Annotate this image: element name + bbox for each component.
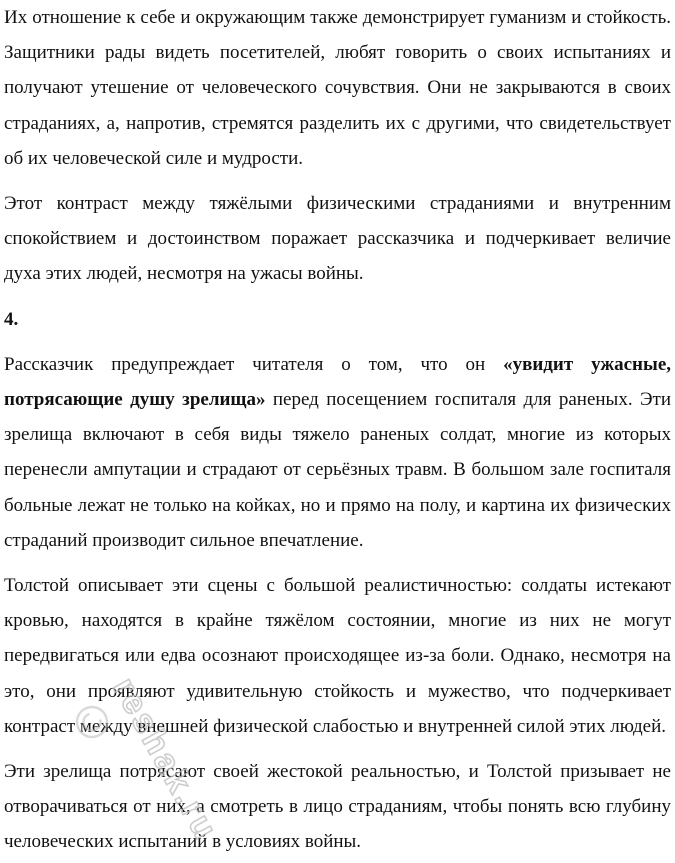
paragraph-spacer xyxy=(4,176,671,186)
paragraph-tolstoy-realism: Толстой описывает эти сцены с большой реалистичностью: солдаты истекают кровью, находятся в крайне тяжёлом состоянии, многие из них не могут передвигаться или едва осознают происходящее из-за боли. Однако, несмотря на это, они проявляют удивительную стойкость и мужество, что подчеркивает контраст между внешней физической слабостью и внутренней силой этих людей. xyxy=(4,575,671,737)
bold-quote: «увидит ужасные, потрясающие душу зрелища» xyxy=(4,353,671,411)
paragraph-text-end: перед посещением госпиталя для раненых. Эти зрелища включают в себя виды тяжело раненых солдат, многие из которых перенесли ампутации и страдают от серьёзных травм. В большом зале госпиталя больные лежат не только на койках, но и прямо на полу, и картина их физических страданий производит сильное впечатление. xyxy=(4,389,671,551)
paragraph-spacer xyxy=(4,744,671,754)
watermark-text: reshak.ru xyxy=(105,671,226,848)
paragraph-narrator-warning xyxy=(4,347,671,558)
paragraph-spacer xyxy=(4,558,671,568)
paragraph-spacer xyxy=(4,337,671,347)
paragraph-text-start: Рассказчик предупреждает читателя о том, что он xyxy=(4,353,504,375)
paragraph-humanism: Их отношение к себе и окружающим также демонстрирует гуманизм и стойкость. Защитники рады видеть посетителей, любят говорить о своих испытаниях и получают утешение от человеческого сочувствия. Они не закрываются в своих страданиях, а, напротив, стремятся разделить их с другими, что свидетельствует об их человеческой силе и мудрости. xyxy=(4,7,671,169)
paragraph-spacer xyxy=(4,292,671,302)
document-page xyxy=(4,0,671,860)
section-number-heading: 4. xyxy=(4,308,19,330)
paragraph-contrast: Этот контраст между тяжёлыми физическими страданиями и внутренним спокойствием и достоинством поражает рассказчика и подчеркивает величие духа этих людей, несмотря на ужасы войны. xyxy=(4,193,671,285)
paragraph-conclusion: Эти зрелища потрясают своей жестокой реальностью, и Толстой призывает не отворачиваться от них, а смотреть в лицо страданиям, чтобы понять всю глубину человеческих испытаний в условиях войны. xyxy=(4,761,671,853)
